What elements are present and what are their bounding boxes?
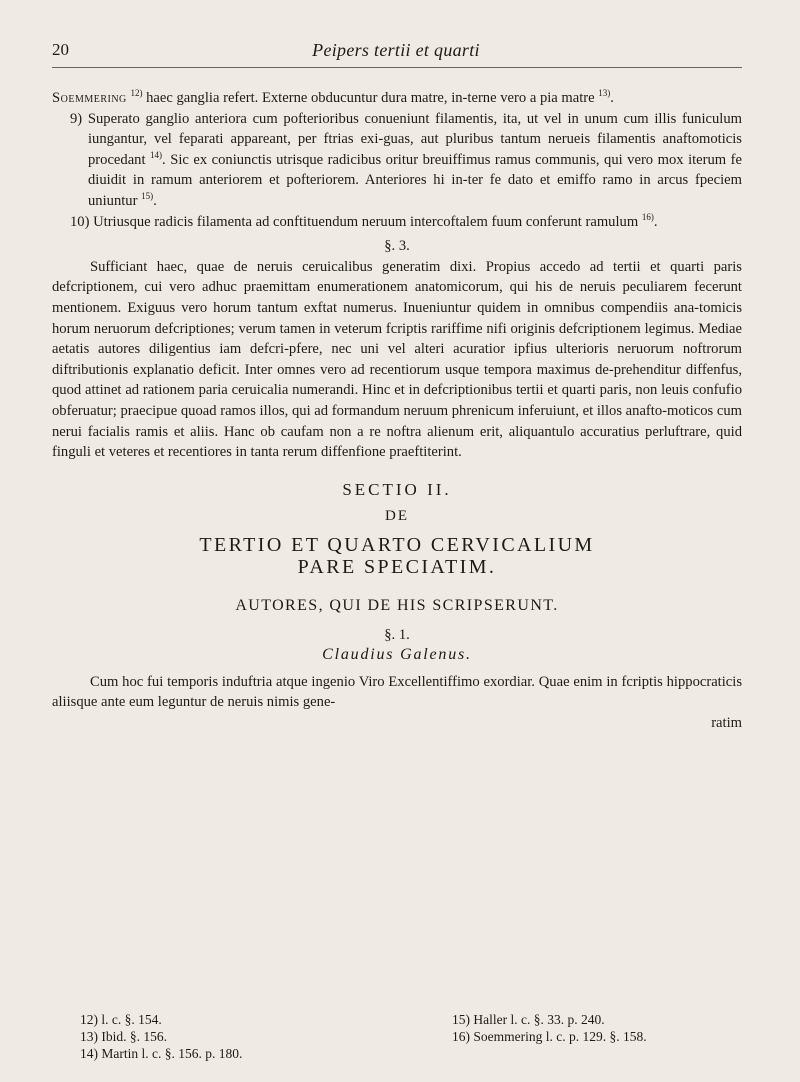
paragraph-text: . [610, 90, 614, 106]
section-title-line: DE [385, 508, 409, 525]
section-title-line: SECTIO II. [342, 479, 452, 499]
footnote-ref: 14) [150, 149, 163, 160]
footnote: 12) l. c. §. 154. [80, 1012, 162, 1027]
item-9 [70, 109, 742, 212]
running-title: Peipers tertii et quarti [312, 40, 480, 60]
page-number: 20 [52, 40, 69, 59]
footnotes-left [80, 1011, 242, 1062]
subheading: AUTORES, QUI DE HIS SCRIPSERUNT. [235, 597, 559, 615]
header-rule [52, 67, 742, 68]
section-title-main: TERTIO ET QUARTO CERVICALIUM [199, 533, 595, 556]
section-mark: §. 1. [384, 626, 410, 643]
paragraph-galenus: Cum hoc fui temporis induftria atque ingenio Viro Excellentiffimo exordiar. Quae enim in fcriptis hippocraticis aliisque ante eum leguntur de neruis nimis gene- [52, 673, 742, 711]
main-text [52, 88, 742, 734]
author-name: Soemmering [52, 90, 127, 106]
section-mark: §. 3. [384, 238, 410, 255]
author-heading: Claudius Galenus. [322, 646, 472, 664]
footnote-ref: 15) [141, 191, 154, 202]
footnote-ref: 16) [641, 211, 654, 222]
item-10 [70, 212, 742, 233]
footnote-ref: 12) [130, 88, 143, 99]
paragraph-text: haec ganglia refert. Externe obducuntur dura matre, in-terne vero a pia matre [142, 90, 599, 106]
paragraph-sufficiant: Sufficiant haec, quae de neruis ceruicalibus generatim dixi. Propius accedo ad tertii et quarti paris defcriptionem, cui vero adhuc praemittam enumerationem anatomicorum, qui his de neruis peculiarem fecerunt mentionem. Exiguus vero horum tantum exftat numerus. Inueniuntur quidem in omnibus compendiis ana-tomicis horum neruorum defcriptiones; verum tamen in veterum fcriptis rariffime nifi originis defcriptionem legimus. Mediae aetatis autores diligentius iam defcri-pfere, nec uni vel alteri acuratior ipfius ulterioris neruorum noftrorum diftributionis explanatio deficit. Inter omnes vero ad recentiorum usque tempora maximus de-prehenditur diffenfus, quod attinet ad rationem paria ceruicalia numerandi. Hinc et in defcriptionibus tertii et quarti paris, non leuis confufio obferuatur; praecipue quoad ramos illos, qui ad formandum neruum phrenicum inferuiunt, et illos anafto-moticos cum nerui facialis ramis et aliis. Hanc ob caufam non a re noftra alienum erit, aliquantulo accuratius perluftrare, quid finguli et veteres et recentiores in tanta rerum diffenfione praeftiterint. [52, 258, 742, 461]
running-header [52, 40, 740, 64]
footnote: 15) Haller l. c. §. 33. p. 240. [452, 1012, 605, 1027]
item-text: . Sic ex coniunctis utrisque radicibus oritur breuiffimus ramus communis, qui vero mox iterum fe diuidit in ramum anteriorem et pofteriorem. Anteriores hi in-ter fe dato et emiffo ramo in arcus fpeciem uniuntur [88, 151, 743, 209]
footnote: 16) Soemmering l. c. p. 129. §. 158. [452, 1029, 647, 1044]
item-text: . [153, 192, 157, 209]
item-text: 9) Superato ganglio anteriora cum pofterioribus conueniunt filamentis, ita, ut vel in unum cum illis funiculum iungantur, vel feparati appareant, per ftrias exi-guas, aut pluribus tantum nerueis filamentis anaftomoticis procedant [70, 110, 742, 168]
item-text: . [653, 213, 658, 230]
footnotes-right [452, 1011, 647, 1045]
footnote: 13) Ibid. §. 156. [80, 1029, 167, 1044]
item-text: 10) Utriusque radicis filamenta ad conftituendum neruum intercoftalem fuum conferunt ramulum [70, 213, 642, 230]
catchword: ratim [711, 715, 742, 732]
footnote: 14) Martin l. c. §. 156. p. 180. [80, 1046, 243, 1061]
footnote-ref: 13) [598, 88, 611, 99]
paragraph-soemmering [52, 88, 742, 109]
section-title-main: PARE SPECIATIM. [297, 556, 497, 579]
